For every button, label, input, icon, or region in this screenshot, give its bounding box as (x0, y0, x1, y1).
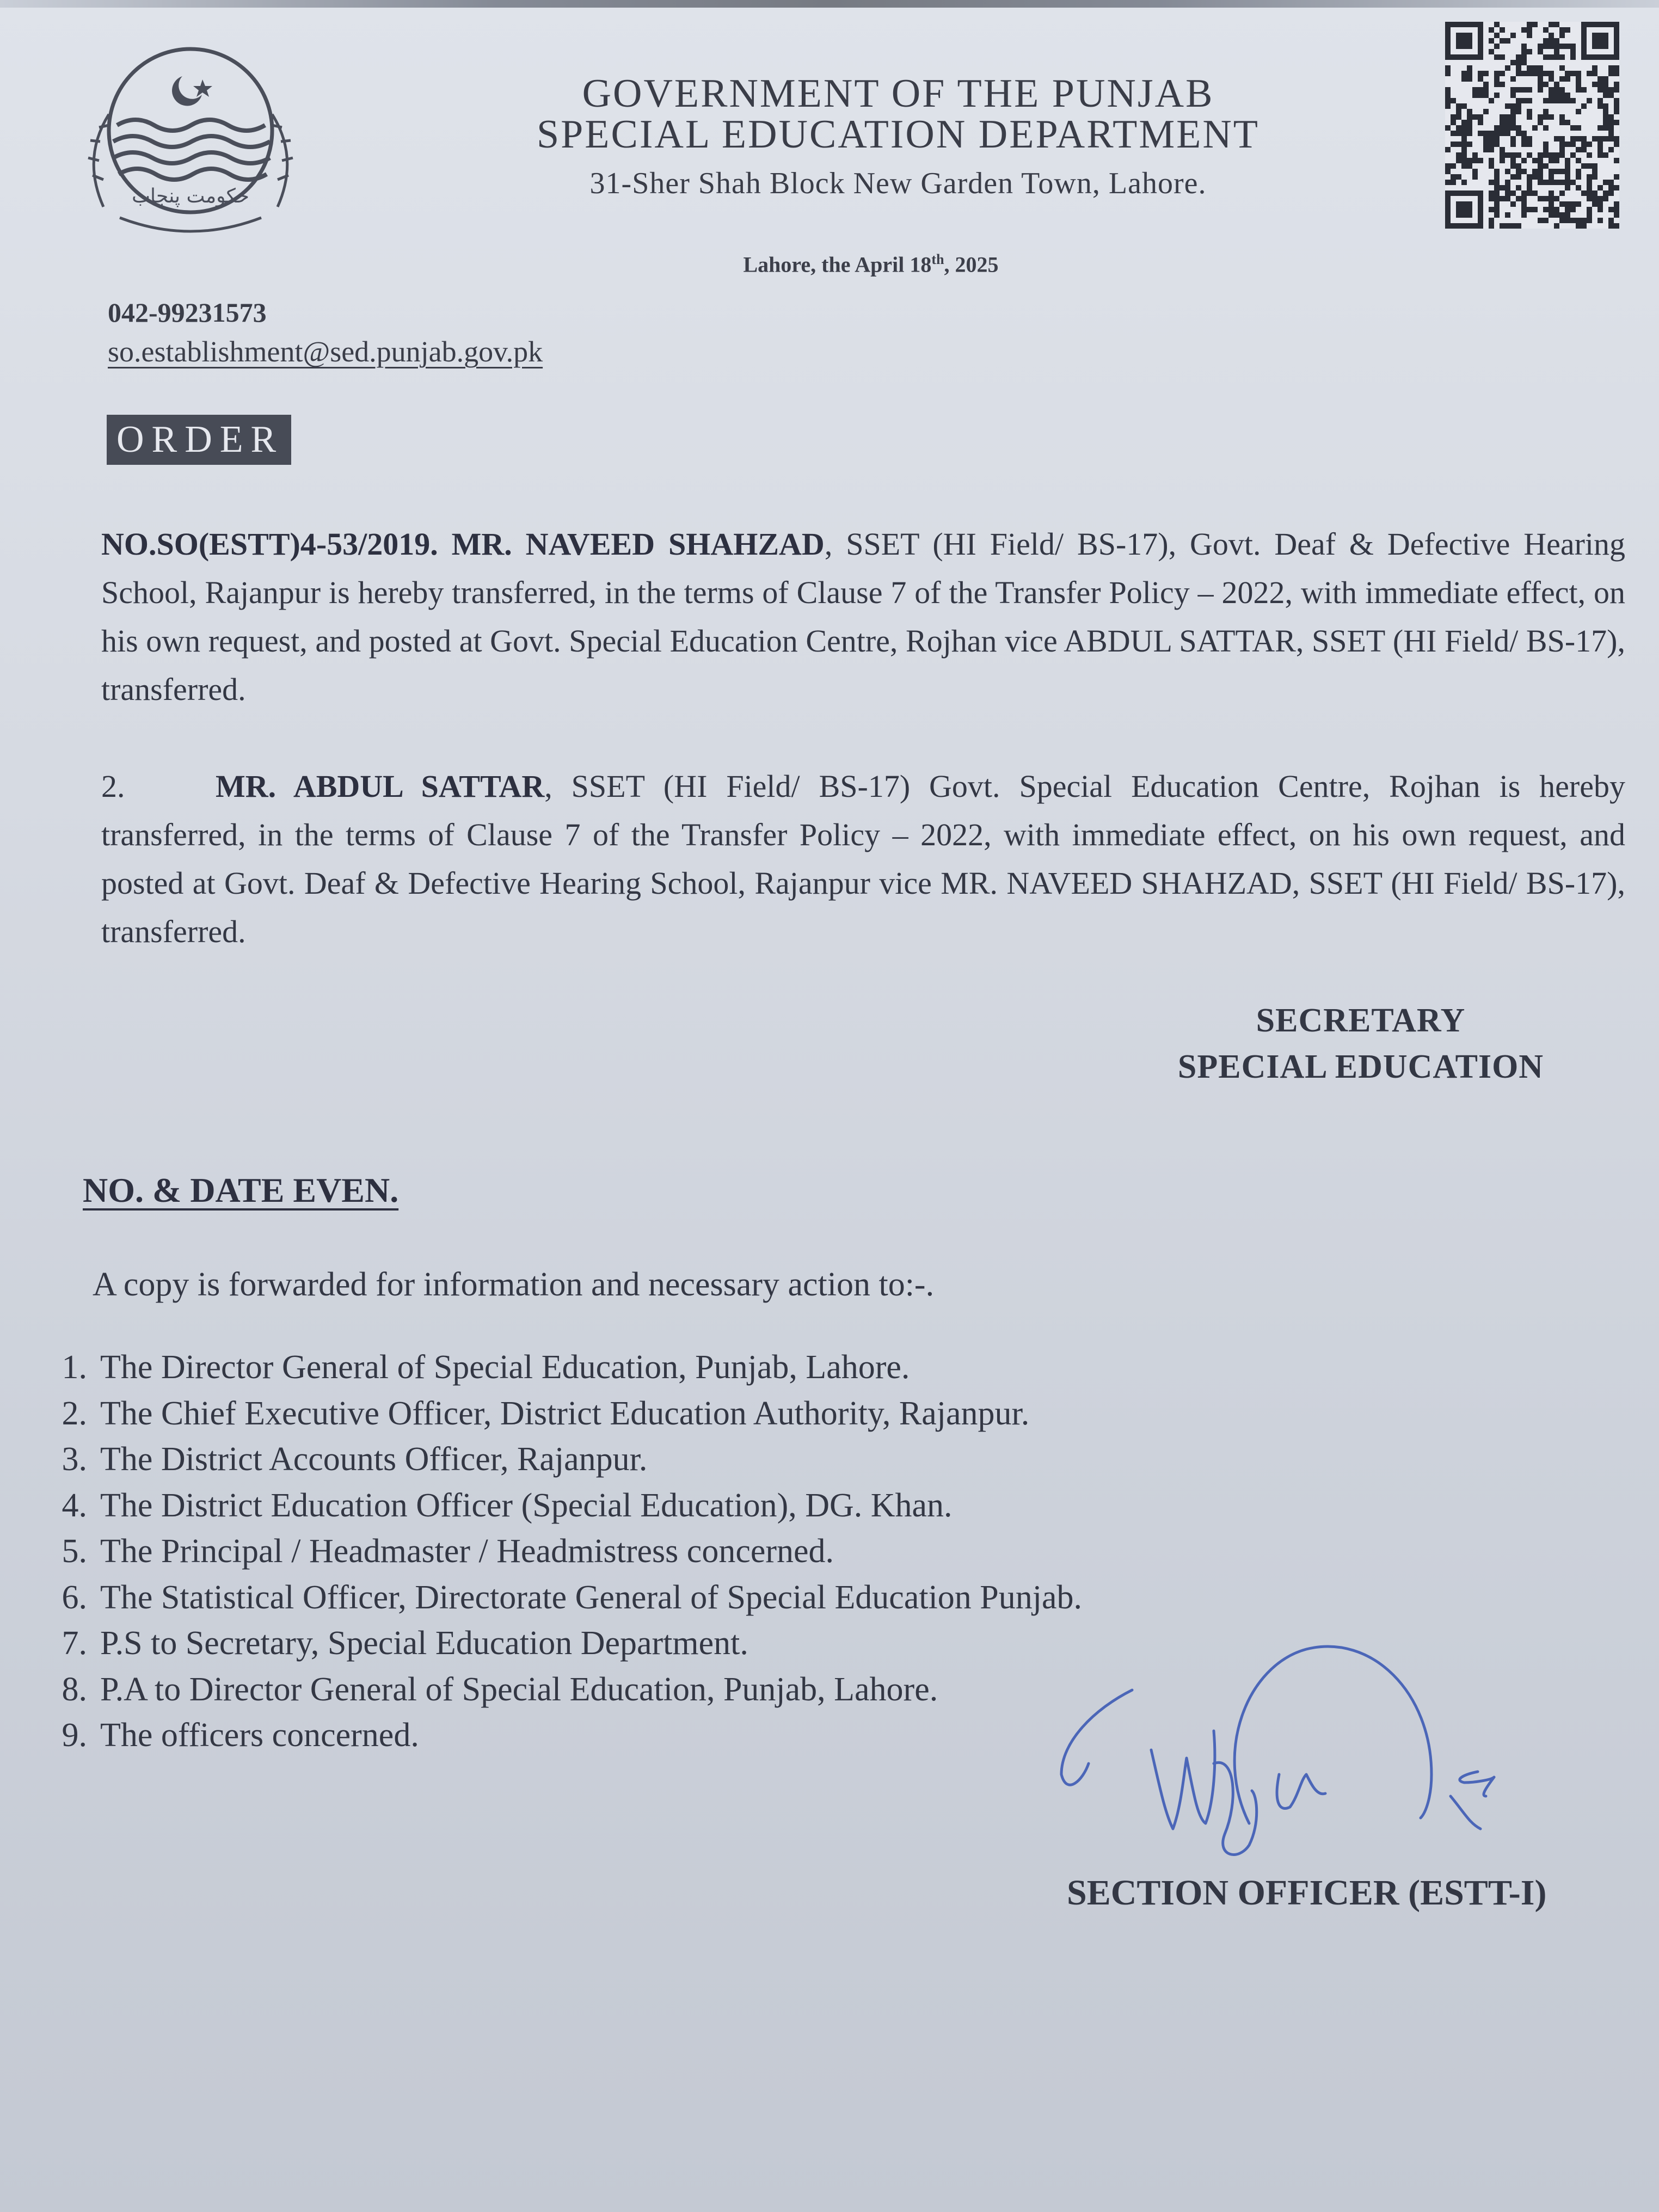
order-paragraph-1: NO.SO(ESTT)4-53/2019. MR. NAVEED SHAHZAD, SSET (HI Field/ BS-17), Govt. Deaf & Defective Hearing School, Rajanpur is hereby transferred, in the terms of Clause 7 of the Transfer Policy – 2022, with immediate effect, on his own request, and posted at Govt. Special Education Centre, Rojhan vice ABDUL SATTAR, SSET (HI Field/ BS-17), transferred. (101, 526, 1626, 707)
list-item-number: 6. (62, 1578, 87, 1616)
list-item (16, 1391, 1323, 1437)
contact-phone: 042-99231573 (108, 297, 267, 328)
list-item-number: 7. (62, 1625, 87, 1662)
list-item-number: 3. (62, 1441, 87, 1478)
list-item (16, 1483, 1323, 1529)
header-government: GOVERNMENT OF THE PUNJAB (582, 71, 1214, 116)
list-item-number: 1. (62, 1349, 87, 1386)
list-item-number: 4. (62, 1486, 87, 1524)
top-edge-shadow (0, 0, 1659, 8)
order-reference: NO.SO(ESTT)4-53/2019. (101, 526, 438, 562)
emblem-script: حکومت پنجاب (132, 185, 249, 207)
employee-name: MR. ABDUL SATTAR (216, 769, 545, 804)
list-item-number: 5. (62, 1533, 87, 1570)
paragraph-number: 2. (101, 769, 125, 804)
list-item-text: The Chief Executive Officer, District Education Authority, Rajanpur. (100, 1394, 1030, 1432)
order-date: Lahore, the April 18th, 2025 (743, 251, 999, 277)
header-department: SPECIAL EDUCATION DEPARTMENT (536, 112, 1260, 157)
signatory-title: SECRETARY (1256, 1002, 1466, 1039)
list-item-text: The officers concerned. (100, 1717, 419, 1754)
list-item-number: 8. (62, 1670, 87, 1708)
list-item-text: The Director General of Special Education, Punjab, Lahore. (100, 1349, 910, 1386)
list-item-text: The District Accounts Officer, Rajanpur. (100, 1441, 648, 1478)
list-item-text: The Principal / Headmaster / Headmistress concerned. (100, 1533, 834, 1570)
header-address: 31-Sher Shah Block New Garden Town, Lahore. (589, 167, 1207, 200)
list-item-text: The District Education Officer (Special Education), DG. Khan. (100, 1486, 953, 1524)
punjab-emblem-icon (87, 44, 316, 239)
list-item (16, 1528, 1323, 1575)
section-officer-title: SECTION OFFICER (ESTT-I) (1067, 1873, 1547, 1913)
order-paragraph-2: 2. MR. ABDUL SATTAR, SSET (HI Field/ BS-17) Govt. Special Education Centre, Rojhan is hereby transferred, in the terms of Clause 7 of the Transfer Policy – 2022, with immediate effect, on his own request, and posted at Govt. Deaf & Defective Hearing School, Rajanpur vice MR. NAVEED SHAHZAD, SSET (HI Field/ BS-17), transferred. (101, 762, 1625, 956)
copy-heading: NO. & DATE EVEN. (83, 1171, 399, 1209)
list-item-text: P.A to Director General of Special Education, Punjab, Lahore. (100, 1670, 938, 1708)
list-item-number: 9. (62, 1717, 87, 1754)
list-item (16, 1575, 1323, 1621)
list-item-text: The Statistical Officer, Directorate General of Special Education Punjab. (100, 1578, 1083, 1616)
contact-email[interactable]: so.establishment@sed.punjab.gov.pk (108, 335, 543, 368)
handwritten-signature (1050, 1633, 1562, 1894)
order-heading: ORDER (107, 415, 291, 465)
qr-code (1445, 22, 1619, 229)
list-item-number: 2. (62, 1394, 87, 1432)
list-item-text: P.S to Secretary, Special Education Department. (100, 1625, 748, 1662)
employee-name: MR. NAVEED SHAHZAD (451, 526, 825, 562)
list-item (16, 1344, 1323, 1391)
signatory-department: SPECIAL EDUCATION (1177, 1048, 1544, 1085)
copy-intro: A copy is forwarded for information and necessary action to:-. (93, 1266, 935, 1303)
list-item (16, 1436, 1323, 1483)
